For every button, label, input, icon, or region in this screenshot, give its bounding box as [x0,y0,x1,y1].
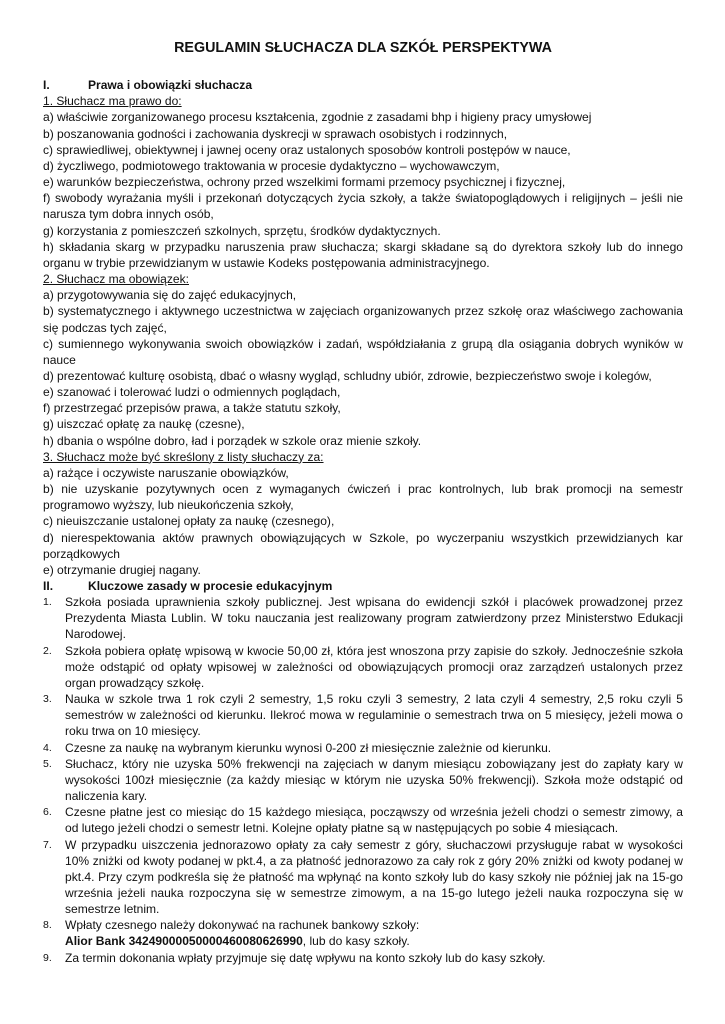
document-page [43,36,683,966]
list-item: e) otrzymanie drugiej nagany. [43,562,201,577]
item-text-main: Szkoła pobiera opłatę wpisową w kwocie 50,00 zł, która jest wnoszona przy zapisie do szkoły. Jednocześnie szkoła może odstąpić od opłaty wpisowej w zależności od obowiązujących promocji oraz zarządzeń ustalonych przez organ prowadzący szkołę. [65,643,683,690]
list-item: a) właściwie zorganizowanego procesu kształcenia, zgodnie z zasadami bhp i higieny pracy umysłowej [43,110,592,125]
item-text-main: W przypadku uiszczenia jednorazowo opłaty za cały semestr z góry, słuchaczowi przysługuje rabat w wysokości 10% zniżki od kwoty podanej w pkt.4, a za płatność jednorazowo za cały rok z góry 20% zniżki od kwoty podanej w pkt.4. Przy czym podkreśla się że płatność ma wpłynąć na konto szkoły lub do kasy szkoły nie później jak na 15-go września jeżeli nauka rozpoczyna się w semestrze zimowym, a na 15-go lutego jeżeli nauka rozpoczyna się w semestrze letnim. [65,837,683,917]
list-item: f) swobody wyrażania myśli i przekonań dotyczących życia szkoły, a także światopoglądowych i religijnych – jeśli nie narusza tym dobra innych osób, [43,191,683,222]
item-text [65,756,683,804]
numbered-item [43,804,683,836]
list-item: e) szanować i tolerować ludzi o odmiennych poglądach, [43,385,341,400]
numbered-item [43,740,683,756]
item-number: 8. [43,919,52,932]
item-number: 4. [43,741,52,754]
bank-account-number: Alior Bank 34249000050000460080626990 [65,934,303,949]
item-text [65,691,683,739]
numbered-item [43,917,683,949]
list-item: g) uiszczać opłatę za naukę (czesne), [43,417,245,432]
rights-list [43,109,683,271]
item-text-main: Szkoła posiada uprawnienia szkoły publicznej. Jest wpisana do ewidencji szkół i placówek prowadzonej przez Prezydenta Miasta Lublin. W toku nauczania jest realizowany program zatwierdzony przez Ministerstwo Edukacji Narodowej. [65,595,683,642]
list-item: e) warunków bezpieczeństwa, ochrony przed wszelkimi formami przemocy psychicznej i fizycznej, [43,175,566,190]
subsection-heading: 2. Słuchacz ma obowiązek: [43,272,189,287]
document-title: REGULAMIN SŁUCHACZA DLA SZKÓŁ PERSPEKTYWA [174,40,552,56]
list-item: b) nie uzyskanie pozytywnych ocen z wymaganych ćwiczeń i prac kontrolnych, lub brak promocji na semestr programowo wyższy, lub nieukończenia szkoły, [43,482,683,513]
item-number: 6. [43,806,52,819]
item-number: 5. [43,757,52,770]
list-item: b) poszanowania godności i zachowania dyskrecji w sprawach osobistych i rodzinnych, [43,126,508,141]
item-number: 2. [43,644,52,657]
item-text-main: Słuchacz, który nie uzyska 50% frekwencji na zajęciach w danym miesiącu zobowiązany jest do zapłaty kary w wysokości 100zł miesięcznie (za każdy miesiąc w którym nie uzyska 50% frekwencji). Szkoła może odstąpić od naliczenia kary. [65,756,683,804]
item-text [65,804,683,836]
item-text-main: Czesne płatne jest co miesiąc do 15 każdego miesiąca, począwszy od września jeżeli chodzi o semestr zimowy, a od lutego jeżeli chodzi o semestr letni. Kolejne opłaty płatne są w następujących po sobie 4 miesiącach. [65,805,683,836]
subsection-heading: 1. Słuchacz ma prawo do: [43,94,182,109]
list-item: f) przestrzegać przepisów prawa, a także statutu szkoły, [43,401,341,416]
item-text [65,917,683,949]
item-text-main: Czesne za naukę na wybranym kierunku wynosi 0-200 zł miesięcznie zależnie od kierunku. [65,740,552,755]
item-text [65,950,683,966]
list-item: h) dbania o wspólne dobro, ład i porządek w szkole oraz mienie szkoły. [43,433,422,448]
item-number: 1. [43,596,52,609]
section-number: II. [43,579,54,593]
list-item: d) nierespektowania aktów prawnych obowiązujących w Szkole, po wyczerpaniu wszystkich przewidzianych kar porządkowych [43,530,683,561]
list-item: g) korzystania z pomieszczeń szkolnych, sprzętu, środków dydaktycznych. [43,223,441,238]
list-item: c) nieuiszczanie ustalonej opłaty za naukę (czesnego), [43,514,335,529]
list-item: h) składania skarg w przypadku naruszenia praw słuchacza; skargi składane są do dyrektora szkoły lub do innego organu w trybie przewidzianym w ustawie Kodeks postępowania administracyjnego. [43,239,683,270]
numbered-item [43,837,683,918]
section-1-heading [43,77,683,93]
item-text-main: Nauka w szkole trwa 1 rok czyli 2 semestry, 1,5 roku czyli 3 semestry, 2 lata czyli 4 semestry, 2,5 roku czyli 5 semestrów w zależności od kierunku. Ilekroć mowa w regulaminie o semestrach trwa on 5 miesięcy, jeżeli mowa o roku trwa on 10 miesięcy. [65,692,683,739]
item-text [65,837,683,918]
numbered-item [43,643,683,691]
item-text [65,594,683,642]
item-number: 9. [43,951,52,964]
subsection-heading: 3. Słuchacz może być skreślony z listy słuchaczy za: [43,449,324,464]
numbered-item [43,691,683,739]
list-item: d) życzliwego, podmiotowego traktowania w procesie dydaktyczno – wychowawczym, [43,158,500,173]
removal-reasons-list [43,465,683,578]
numbered-item [43,950,683,966]
list-item: a) przygotowywania się do zajęć edukacyjnych, [43,288,297,303]
list-item: a) rażące i oczywiste naruszanie obowiązków, [43,465,289,480]
list-item: c) sprawiedliwej, obiektywnej i jawnej oceny oraz ustalonych sposobów kontroli postępów w nauce, [43,142,571,157]
list-item: b) systematycznego i aktywnego uczestnictwa w zajęciach organizowanych przez szkołę oraz właściwego zachowania się podczas tych zajęć, [43,304,683,335]
key-rules-list [43,594,683,966]
section-number: I. [43,78,50,93]
list-item: c) sumiennego wykonywania swoich obowiązków i zadań, współdziałania z grupą dla osiągania dobrych wyników w nauce [43,336,683,367]
list-item: d) prezentować kulturę osobistą, dbać o własny wygląd, schludny ubiór, zdrowie, bezpieczeństwo swoje i kolegów, [43,368,652,383]
item-number: 3. [43,693,52,706]
numbered-item [43,594,683,642]
item-text [65,740,683,756]
item-text [65,643,683,691]
section-title: Kluczowe zasady w procesie edukacyjnym [88,579,333,593]
item-number: 7. [43,838,52,851]
section-title: Prawa i obowiązki słuchacza [88,78,253,93]
numbered-item [43,756,683,804]
item-text-main: Za termin dokonania wpłaty przyjmuje się datę wpływu na konto szkoły lub do kasy szkoły. [65,950,546,965]
bank-account-suffix: , lub do kasy szkoły. [302,934,410,949]
section-2-heading [43,578,683,594]
duties-list [43,287,683,449]
item-text-main: Wpłaty czesnego należy dokonywać na rachunek bankowy szkoły: [65,918,420,933]
